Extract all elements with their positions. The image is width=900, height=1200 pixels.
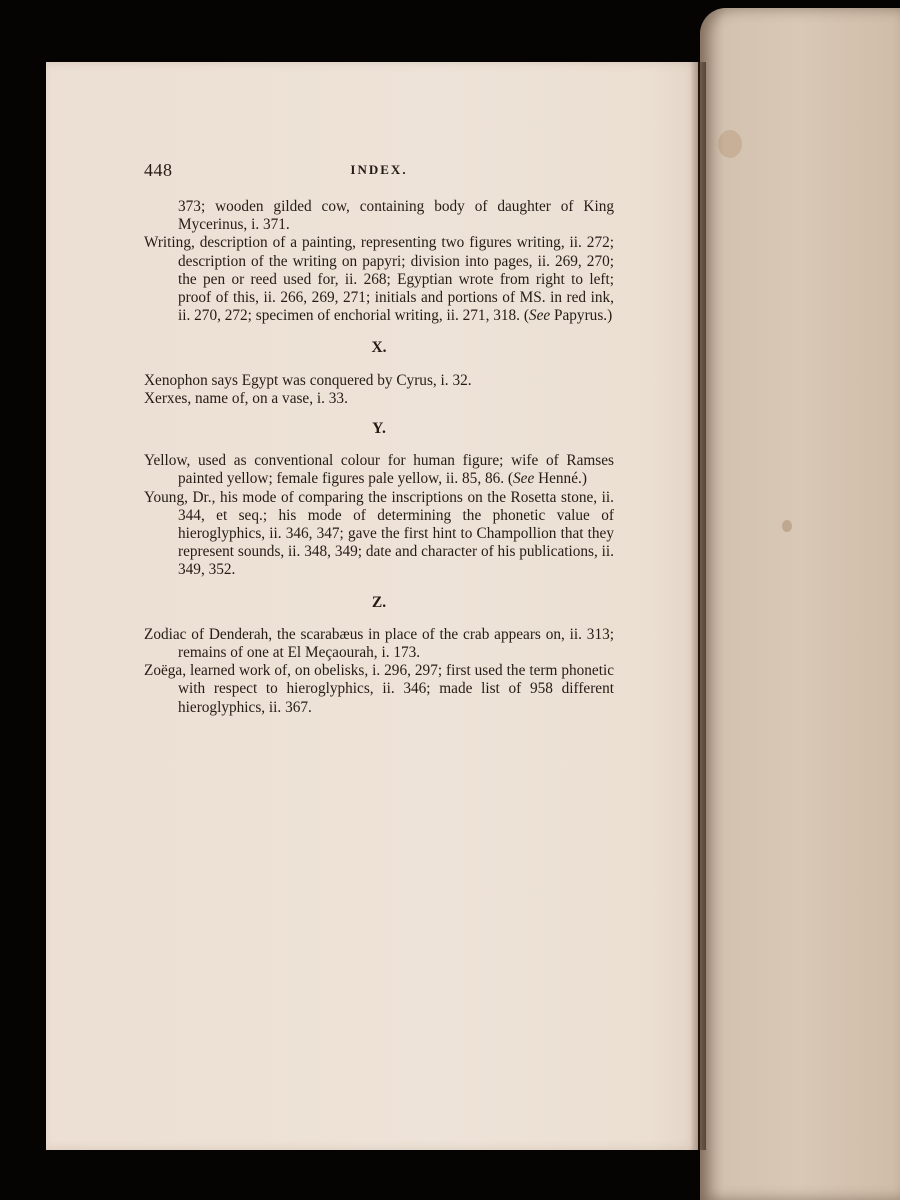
entry-head: Writing, bbox=[144, 234, 195, 252]
section-letter-z: Z. bbox=[371, 593, 387, 611]
entry-body: Yellow, used as conventional colour for human figure; wife of Ramses painted yellow; female figures pale yellow, ii. 85, 86. ( bbox=[144, 452, 614, 488]
index-entry-xenophon: Xenophon says Egypt was conquered by Cyrus, i. 32. bbox=[144, 371, 472, 389]
entry-body: description of a painting, representing two figures writing, ii. 272; description of the writing on papyri; division into pages, ii. 269, 270; the pen or reed used for, ii. 268; Egyptian wrote from right to left; proof of this, ii. 266, 269, 271; initials and portions of MS. in red ink, ii. 270, 272; specimen of enchorial writing, ii. 271, 318. bbox=[178, 234, 614, 325]
page-number: 448 bbox=[144, 160, 173, 180]
see-label: See bbox=[528, 307, 551, 325]
index-entry-young: Young, Dr., his mode of comparing the inscriptions on the Rosetta stone, ii. 344, et seq.; his mode of determining the phonetic value of hieroglyphics, ii. 346, 347; gave the first hint to Champollion that they represent sounds, ii. 348, 349; date and character of his publications, ii. 349, 352. bbox=[144, 488, 614, 579]
index-entry-writing: Writing, description of a painting, representing two figures writing, ii. 272; description of the writing on papyri; division into pages, ii. 269, 270; the pen or reed used for, ii. 268; Egyptian wrote from right to left; proof of this, ii. 266, 269, 271; initials and portions of MS. in red ink, ii. 270, 272; specimen of enchorial writing, ii. 271, 318. (See Papyrus.) bbox=[144, 234, 614, 325]
index-entry-zodiac: Zodiac of Denderah, the scarabæus in place of the crab appears on, ii. 313; remains of one at El Meçaourah, i. 173. bbox=[144, 625, 614, 662]
page-header bbox=[144, 160, 614, 184]
facing-page bbox=[700, 8, 900, 1200]
see-reference: Papyrus.) bbox=[553, 307, 613, 325]
see-label: See bbox=[513, 470, 535, 488]
section-letter-x: X. bbox=[371, 339, 387, 357]
foxing-stain bbox=[782, 520, 792, 532]
index-entry-yellow bbox=[144, 452, 614, 488]
index-entry-xerxes: Xerxes, name of, on a vase, i. 33. bbox=[144, 389, 348, 407]
index-entry-zoega: Zoëga, learned work of, on obelisks, i. 296, 297; first used the term phonetic with respect to hieroglyphics, ii. 346; made list of 958 different hieroglyphics, ii. 367. bbox=[144, 662, 614, 716]
running-head: INDEX. bbox=[350, 162, 408, 177]
gutter-shadow bbox=[690, 62, 706, 1150]
index-entry-continuation: 373; wooden gilded cow, containing body of daughter of King Mycerinus, i. 371. bbox=[178, 198, 614, 234]
foxing-stain bbox=[718, 130, 742, 158]
section-letter-y: Y. bbox=[372, 420, 386, 438]
see-reference: Henné.) bbox=[534, 470, 587, 488]
index-text bbox=[144, 198, 614, 717]
